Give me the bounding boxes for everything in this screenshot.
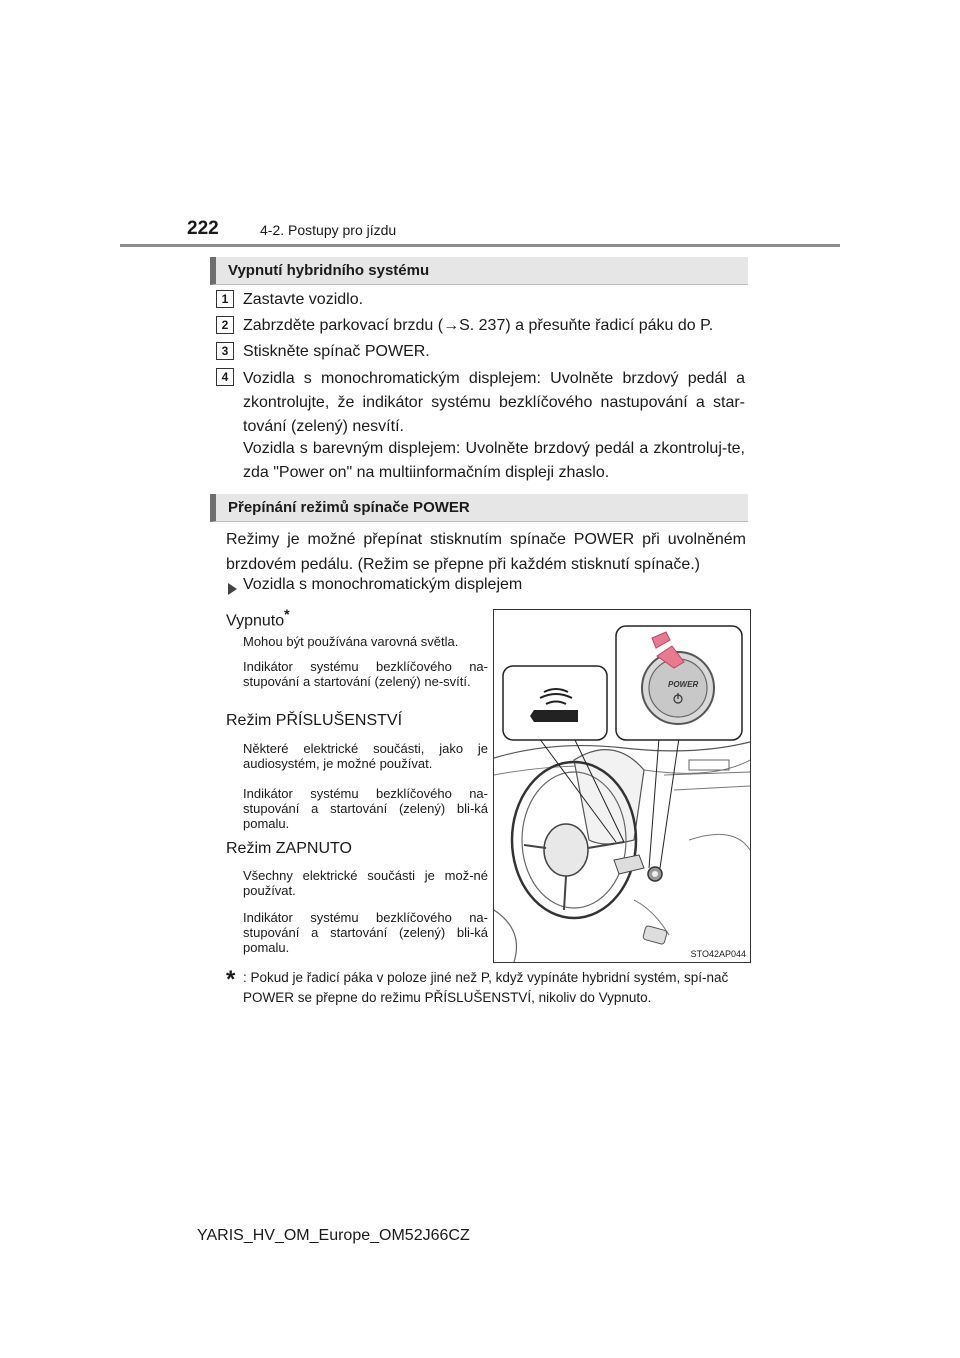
step-4-text-color-display: Vozidla s barevným displejem: Uvolněte brzdový pedál a zkontroluj-te, zda "Power on" na multiinformačním displeji zhaslo. xyxy=(243,440,745,481)
footnote-ref-star: * xyxy=(284,606,290,622)
mode-off-title xyxy=(226,606,290,630)
power-button-label: POWER xyxy=(668,680,699,689)
bullet-monochrome-display: Vozidla s monochromatickým displejem xyxy=(243,576,523,593)
step-2-text: Zabrzděte parkovací brzdu (→S. 237) a přesuňte řadicí páku do P. xyxy=(243,317,714,334)
dashboard-drawing xyxy=(494,610,750,962)
step-4-text: Vozidla s monochromatickým displejem: Uvolněte brzdový pedál a zkontrolujte, že indikátor systému bezklíčového nastupování a star-tování (zelený) nesvítí. xyxy=(243,370,745,435)
intro-paragraph: Režimy je možné přepínat stisknutím spínače POWER při uvolněném brzdovém pedálu. (Režim se přepne při každém stisknutí spínače.) xyxy=(226,531,746,573)
step-number-4: 4 xyxy=(216,368,234,386)
mode-off-title-text: Vypnuto xyxy=(226,612,285,630)
mode-accessory-desc-1: Některé elektrické součásti, jako je audiosystém, je možné používat. xyxy=(243,741,488,771)
heading-power-modes xyxy=(210,494,748,522)
step-number-3: 3 xyxy=(216,342,234,360)
bullet-arrow-icon xyxy=(228,583,237,595)
step-number-2: 2 xyxy=(216,316,234,334)
mode-off-desc-1: Mohou být používána varovná světla. xyxy=(243,634,459,649)
mode-on-title: Režim ZAPNUTO xyxy=(226,840,352,857)
heading-power-modes-text: Přepínání režimů spínače POWER xyxy=(228,499,470,516)
step-number-1: 1 xyxy=(216,290,234,308)
heading-hybrid-off-text: Vypnutí hybridního systému xyxy=(228,262,430,279)
step-1-text: Zastavte vozidlo. xyxy=(243,291,364,308)
header-rule xyxy=(120,244,840,247)
step-3-text: Stiskněte spínač POWER. xyxy=(243,343,430,360)
figure-code: STO42AP044 xyxy=(690,949,746,959)
mode-accessory-desc-2: Indikátor systému bezklíčového na-stupování a startování (zelený) bli-ká pomalu. xyxy=(243,786,488,831)
mode-off-desc-2: Indikátor systému bezklíčového na-stupování a startování (zelený) ne-svítí. xyxy=(243,659,488,689)
heading-hybrid-off xyxy=(210,257,748,285)
mode-on-desc-2: Indikátor systému bezklíčového na-stupování a startování (zelený) bli-ká pomalu. xyxy=(243,910,488,955)
footnote-star: * xyxy=(226,966,236,993)
section-title: 4-2. Postupy pro jízdu xyxy=(260,222,397,238)
page-number: 222 xyxy=(187,218,219,239)
mode-accessory-title: Režim PŘÍSLUŠENSTVÍ xyxy=(226,712,403,729)
mode-on-desc-1: Všechny elektrické součásti je mož-né používat. xyxy=(243,868,488,898)
dashboard-illustration xyxy=(493,609,751,963)
document-id: YARIS_HV_OM_Europe_OM52J66CZ xyxy=(197,1227,470,1244)
footnote-text: : Pokud je řadicí páka v poloze jiné než P, když vypínáte hybridní systém, spí-nač POWER se přepne do režimu PŘÍSLUŠENSTVÍ, nikoliv do Vypnuto. xyxy=(243,970,729,1005)
